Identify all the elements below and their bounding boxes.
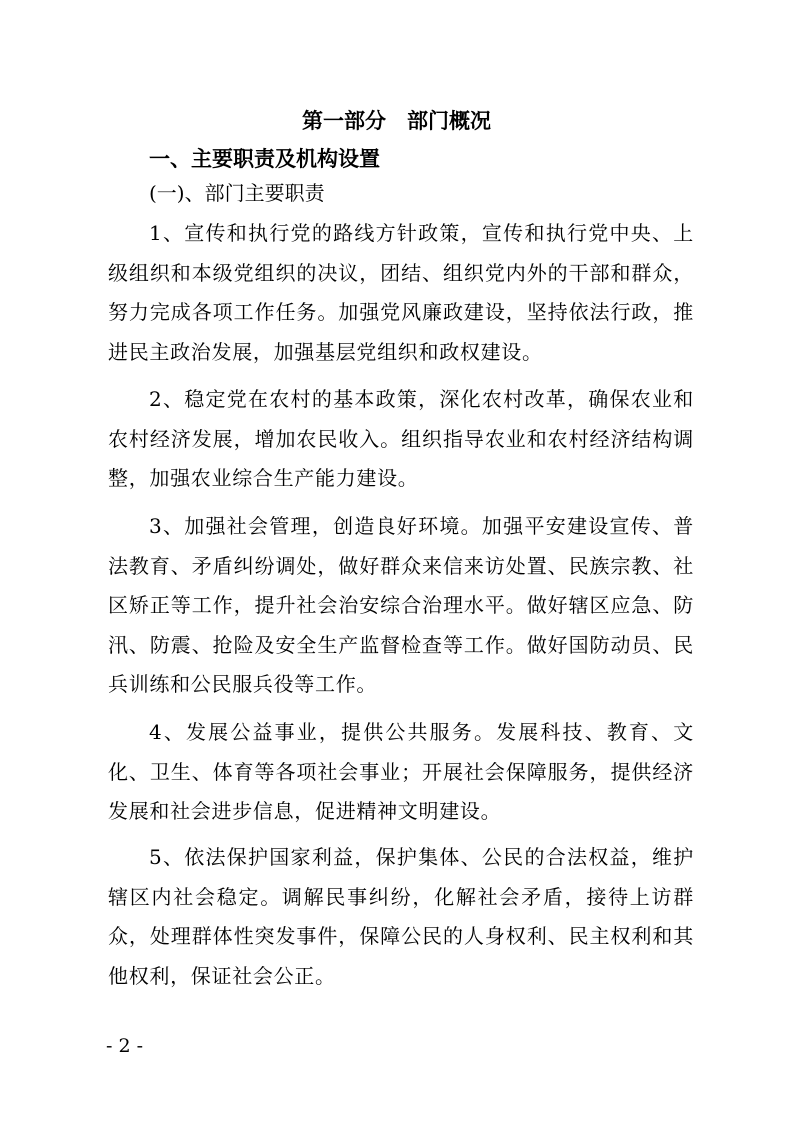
- section-heading: 一、主要职责及机构设置: [149, 146, 380, 171]
- paragraph-duty-2: 2、稳定党在农村的基本政策，深化农村改革，确保农业和农村经济发展，增加农民收入。组织指导农业和农村经济结构调整，加强农业综合生产能力建设。: [108, 387, 694, 491]
- paragraph-duty-3: 3、加强社会管理，创造良好环境。加强平安建设宣传、普法教育、矛盾纠纷调处，做好群众来信来访处置、民族宗教、社区矫正等工作，提升社会治安综合治理水平。做好辖区应急、防汛、防震、抢险及安全生产监督检查等工作。做好国防动员、民兵训练和公民服兵役等工作。: [108, 514, 694, 697]
- paragraph-duty-4: 4、发展公益事业，提供公共服务。发展科技、教育、文化、卫生、体育等各项社会事业；开展社会保障服务，提供经济发展和社会进步信息，促进精神文明建设。: [108, 720, 694, 824]
- subsection-heading: (一)、部门主要职责: [149, 181, 325, 205]
- page-number: - 2 -: [106, 1035, 144, 1057]
- document-title: 第一部分 部门概况: [302, 108, 491, 133]
- paragraph-duty-5: 5、依法保护国家利益，保护集体、公民的合法权益，维护辖区内社会稳定。调解民事纠纷，化解社会矛盾，接待上访群众，处理群体性突发事件，保障公民的人身权利、民主权利和其他权利，保证社会公正。: [108, 845, 694, 988]
- paragraph-duty-1: 1、宣传和执行党的路线方针政策，宣传和执行党中央、上级组织和本级党组织的决议，团结、组织党内外的干部和群众，努力完成各项工作任务。加强党风廉政建设，坚持依法行政，推进民主政治发展，加强基层党组织和政权建设。: [108, 221, 694, 364]
